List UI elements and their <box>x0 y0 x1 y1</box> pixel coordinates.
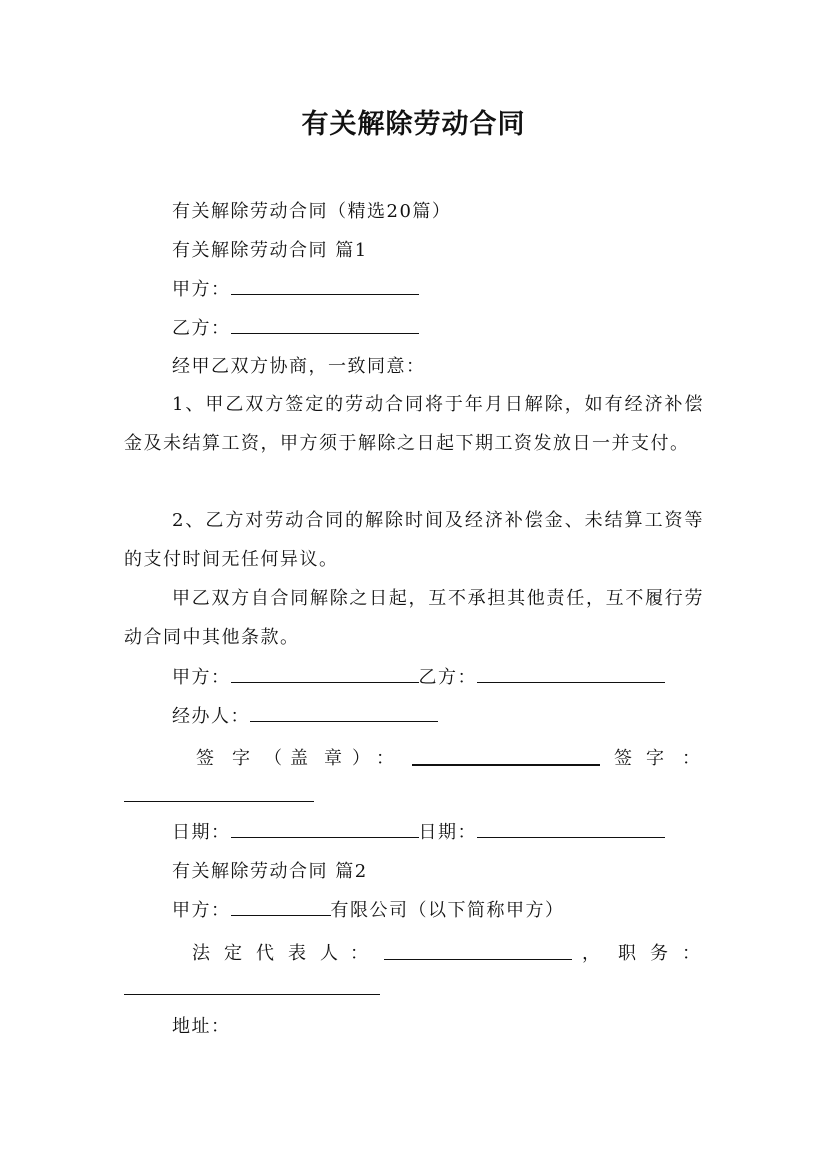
company-prefix: 甲方： <box>172 900 231 921</box>
sign-seal-char: 盖 <box>290 748 308 769</box>
agreement-intro: 经甲乙双方协商，一致同意： <box>172 356 426 377</box>
party-b-blank <box>231 319 419 334</box>
sign-party-a-blank <box>231 668 419 683</box>
legal-rep-char: ： <box>350 943 368 964</box>
party-a-line <box>172 279 419 301</box>
section-heading-2: 有关解除劳动合同 篇2 <box>172 861 368 882</box>
sign-seal-blank <box>412 750 600 765</box>
sign-seal-char: 签 <box>196 748 214 769</box>
date-a-label: 日期： <box>172 822 231 843</box>
clause-2: 2、乙方对劳动合同的解除时间及经济补偿金、未结算工资等的支付时间无任何异议。 <box>124 510 704 570</box>
section-heading-1: 有关解除劳动合同 篇1 <box>172 240 368 261</box>
company-line <box>172 900 565 922</box>
handler-blank <box>250 707 438 722</box>
party-a-label: 甲方： <box>172 279 231 300</box>
position-blank <box>124 994 380 995</box>
company-suffix: 有限公司（以下简称甲方） <box>330 900 565 921</box>
date-b-blank <box>477 823 665 838</box>
sign-seal-char: 字 <box>232 748 250 769</box>
handler-line <box>172 706 438 728</box>
legal-rep-char: 法 <box>192 943 210 964</box>
sign-party-b-blank <box>477 668 665 683</box>
sign-seal-char: ： <box>376 748 394 769</box>
party-a-blank <box>231 280 419 295</box>
address-label: 地址： <box>172 1016 231 1037</box>
legal-rep-comma: ， <box>582 943 600 964</box>
sign-seal-char: ） <box>352 748 370 769</box>
sign-party-b-label: 乙方： <box>418 667 477 688</box>
legal-rep-char: 代 <box>256 943 274 964</box>
signature-parties-line <box>172 667 665 689</box>
position-char: 职 <box>618 943 636 964</box>
date-b-label: 日期： <box>418 822 477 843</box>
sign-seal-char: （ <box>264 748 282 769</box>
date-a-blank <box>231 823 419 838</box>
party-b-label: 乙方： <box>172 318 231 339</box>
document-title: 有关解除劳动合同 <box>301 109 526 140</box>
sign-blank <box>124 801 314 802</box>
clause-1: 1、甲乙双方签定的劳动合同将于年月日解除，如有经济补偿金及未结算工资，甲方须于解除之日起下期工资发放日一并支付。 <box>124 394 704 454</box>
sign-seal-line <box>124 744 704 769</box>
sign-seal-char: 章 <box>324 748 342 769</box>
company-blank <box>231 901 331 916</box>
handler-label: 经办人： <box>172 706 250 727</box>
party-b-line <box>172 318 419 340</box>
legal-rep-line <box>124 939 704 964</box>
position-char: ： <box>682 943 700 964</box>
document-subtitle: 有关解除劳动合同（精选20篇） <box>172 201 452 222</box>
date-line <box>172 822 665 844</box>
legal-rep-char: 表 <box>288 943 306 964</box>
sign-party-a-label: 甲方： <box>172 667 231 688</box>
legal-rep-char: 人 <box>320 943 338 964</box>
legal-rep-char: 定 <box>224 943 242 964</box>
position-char: 务 <box>650 943 668 964</box>
sign-char: 字 <box>646 748 664 769</box>
clause-3: 甲乙双方自合同解除之日起，互不承担其他责任，互不履行劳动合同中其他条款。 <box>124 588 704 648</box>
sign-char: ： <box>682 748 700 769</box>
sign-char: 签 <box>614 748 632 769</box>
